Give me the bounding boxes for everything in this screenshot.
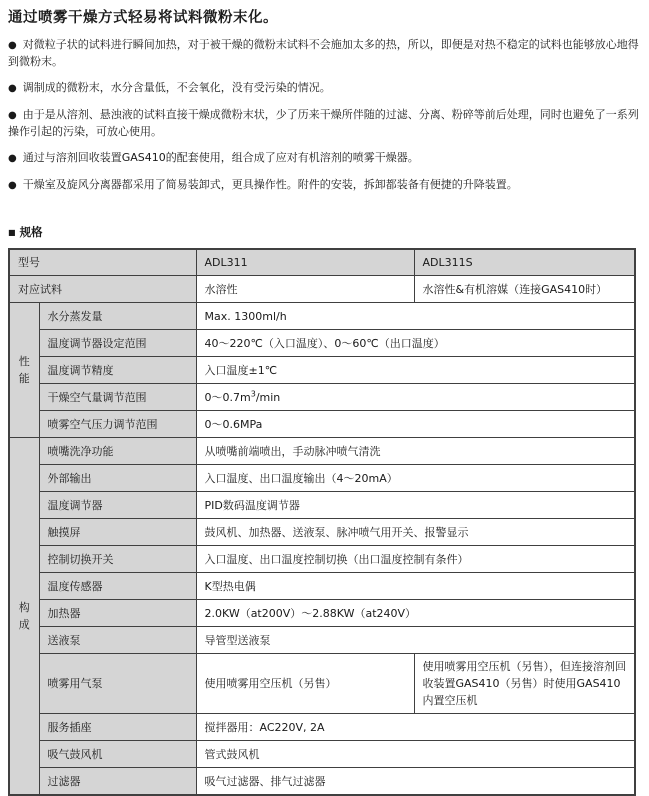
feature-bullet-4-text: 通过与溶剂回收装置GAS410的配套使用，组合成了应对有机溶剂的喷雾干燥器。 <box>22 151 419 164</box>
table-row-heater <box>9 600 635 627</box>
square-bullet-icon: ■ <box>8 228 16 237</box>
bullet-icon: ● <box>8 153 17 164</box>
row-value: 0～0.6MPa <box>196 411 635 438</box>
row-value <box>196 384 635 411</box>
feature-bullet-4 <box>8 150 641 167</box>
model-label-cell: 型号 <box>9 249 196 276</box>
row-label: 温度传感器 <box>39 573 196 600</box>
value-suffix: /min <box>255 390 281 404</box>
feature-bullet-1 <box>8 37 641 70</box>
row-value: 管式鼓风机 <box>196 741 635 768</box>
row-value: 40～220℃（入口温度）、0～60℃（出口温度） <box>196 330 635 357</box>
row-value-b: 使用喷雾用空压机（另售），但连接溶剂回收装置GAS410（另售）时使用GAS410内置空压机 <box>414 654 635 714</box>
row-value: PID数码温度调节器 <box>196 492 635 519</box>
row-value: 2.0KW（at200V）～2.88KW（at240V） <box>196 600 635 627</box>
row-label: 喷雾空气压力调节范围 <box>39 411 196 438</box>
sample-value-b-cell: 水溶性&有机溶媒（连接GAS410时） <box>414 276 635 303</box>
row-label: 控制切换开关 <box>39 546 196 573</box>
table-row-service-outlet <box>9 714 635 741</box>
row-label: 送液泵 <box>39 627 196 654</box>
sample-label-cell: 对应试料 <box>9 276 196 303</box>
row-label: 干燥空气量调节范围 <box>39 384 196 411</box>
row-value: K型热电偶 <box>196 573 635 600</box>
row-value: 鼓风机、加热器、送液泵、脉冲喷气用开关、报警显示 <box>196 519 635 546</box>
feature-bullet-1-text: 对微粒子状的试料进行瞬间加热，对于被干燥的微粉末试料不会施加太多的热，所以，即便是对热不稳定的试料也能够放心地得到微粉末。 <box>8 38 639 68</box>
row-label: 外部输出 <box>39 465 196 492</box>
table-row-air-volume <box>9 384 635 411</box>
bullet-icon: ● <box>8 83 17 94</box>
row-label: 触摸屏 <box>39 519 196 546</box>
table-row-temp-sensor <box>9 573 635 600</box>
row-value: 搅拌器用：AC220V, 2A <box>196 714 635 741</box>
row-value: 从喷嘴前端喷出，手动脉冲喷气清洗 <box>196 438 635 465</box>
row-label: 温度调节器设定范围 <box>39 330 196 357</box>
feature-bullet-2 <box>8 80 641 97</box>
feature-bullet-3-text: 由于是从溶剂、悬浊液的试料直接干燥成微粉末状，少了历来干燥所伴随的过滤、分离、粉碎等前后处理，同时也避免了一系列操作引起的污染，可放心使用。 <box>8 108 639 138</box>
table-row-suction-blower <box>9 741 635 768</box>
table-row-touch-panel <box>9 519 635 546</box>
row-value: 入口温度±1℃ <box>196 357 635 384</box>
table-row-spray-air-pump <box>9 654 635 714</box>
model-a-cell: ADL311 <box>196 249 414 276</box>
table-row-external-output <box>9 465 635 492</box>
performance-group-cell: 性能 <box>9 303 39 438</box>
spec-table <box>8 248 636 796</box>
bullet-icon: ● <box>8 40 17 51</box>
composition-group-cell: 构成 <box>9 438 39 796</box>
row-value-a: 使用喷雾用空压机（另售） <box>196 654 414 714</box>
table-row-temp-range <box>9 330 635 357</box>
table-row-filter <box>9 768 635 796</box>
table-row-nozzle-clean <box>9 438 635 465</box>
feature-bullet-3 <box>8 107 641 140</box>
spec-heading-text: 规格 <box>19 225 43 239</box>
table-row-evaporation <box>9 303 635 330</box>
spec-section-heading <box>8 224 641 240</box>
row-label: 过滤器 <box>39 768 196 796</box>
feature-bullet-5-text: 干燥室及旋风分离器都采用了简易装卸式，更具操作性。附件的安装，拆卸都装备有便捷的升降装置。 <box>22 178 518 191</box>
feature-bullet-5 <box>8 177 641 194</box>
table-row-temp-controller <box>9 492 635 519</box>
model-b-cell: ADL311S <box>414 249 635 276</box>
model-header-row <box>9 249 635 276</box>
row-label: 水分蒸发量 <box>39 303 196 330</box>
sample-value-a-cell: 水溶性 <box>196 276 414 303</box>
bullet-icon: ● <box>8 110 17 121</box>
row-label: 喷雾用气泵 <box>39 654 196 714</box>
row-value: 导管型送液泵 <box>196 627 635 654</box>
table-row-temp-accuracy <box>9 357 635 384</box>
row-label: 加热器 <box>39 600 196 627</box>
row-label: 温度调节精度 <box>39 357 196 384</box>
feature-bullet-2-text: 调制成的微粉末，水分含量低，不会氧化，没有受污染的情况。 <box>22 81 331 94</box>
row-value: 吸气过滤器、排气过滤器 <box>196 768 635 796</box>
row-label: 温度调节器 <box>39 492 196 519</box>
row-label: 吸气鼓风机 <box>39 741 196 768</box>
bullet-icon: ● <box>8 180 17 191</box>
value-prefix: 0～0.7m <box>204 390 251 404</box>
table-row-spray-pressure <box>9 411 635 438</box>
table-row-liquid-pump <box>9 627 635 654</box>
row-label: 喷嘴洗净功能 <box>39 438 196 465</box>
sample-type-row <box>9 276 635 303</box>
row-value: 入口温度、出口温度控制切换（出口温度控制有条件） <box>196 546 635 573</box>
row-label: 服务插座 <box>39 714 196 741</box>
row-value: Max. 1300ml/h <box>196 303 635 330</box>
page-title: 通过喷雾干燥方式轻易将试料微粉末化。 <box>8 10 278 26</box>
value-superscript: 3 <box>250 388 256 398</box>
row-value: 入口温度、出口温度输出（4～20mA） <box>196 465 635 492</box>
table-row-control-switch <box>9 546 635 573</box>
